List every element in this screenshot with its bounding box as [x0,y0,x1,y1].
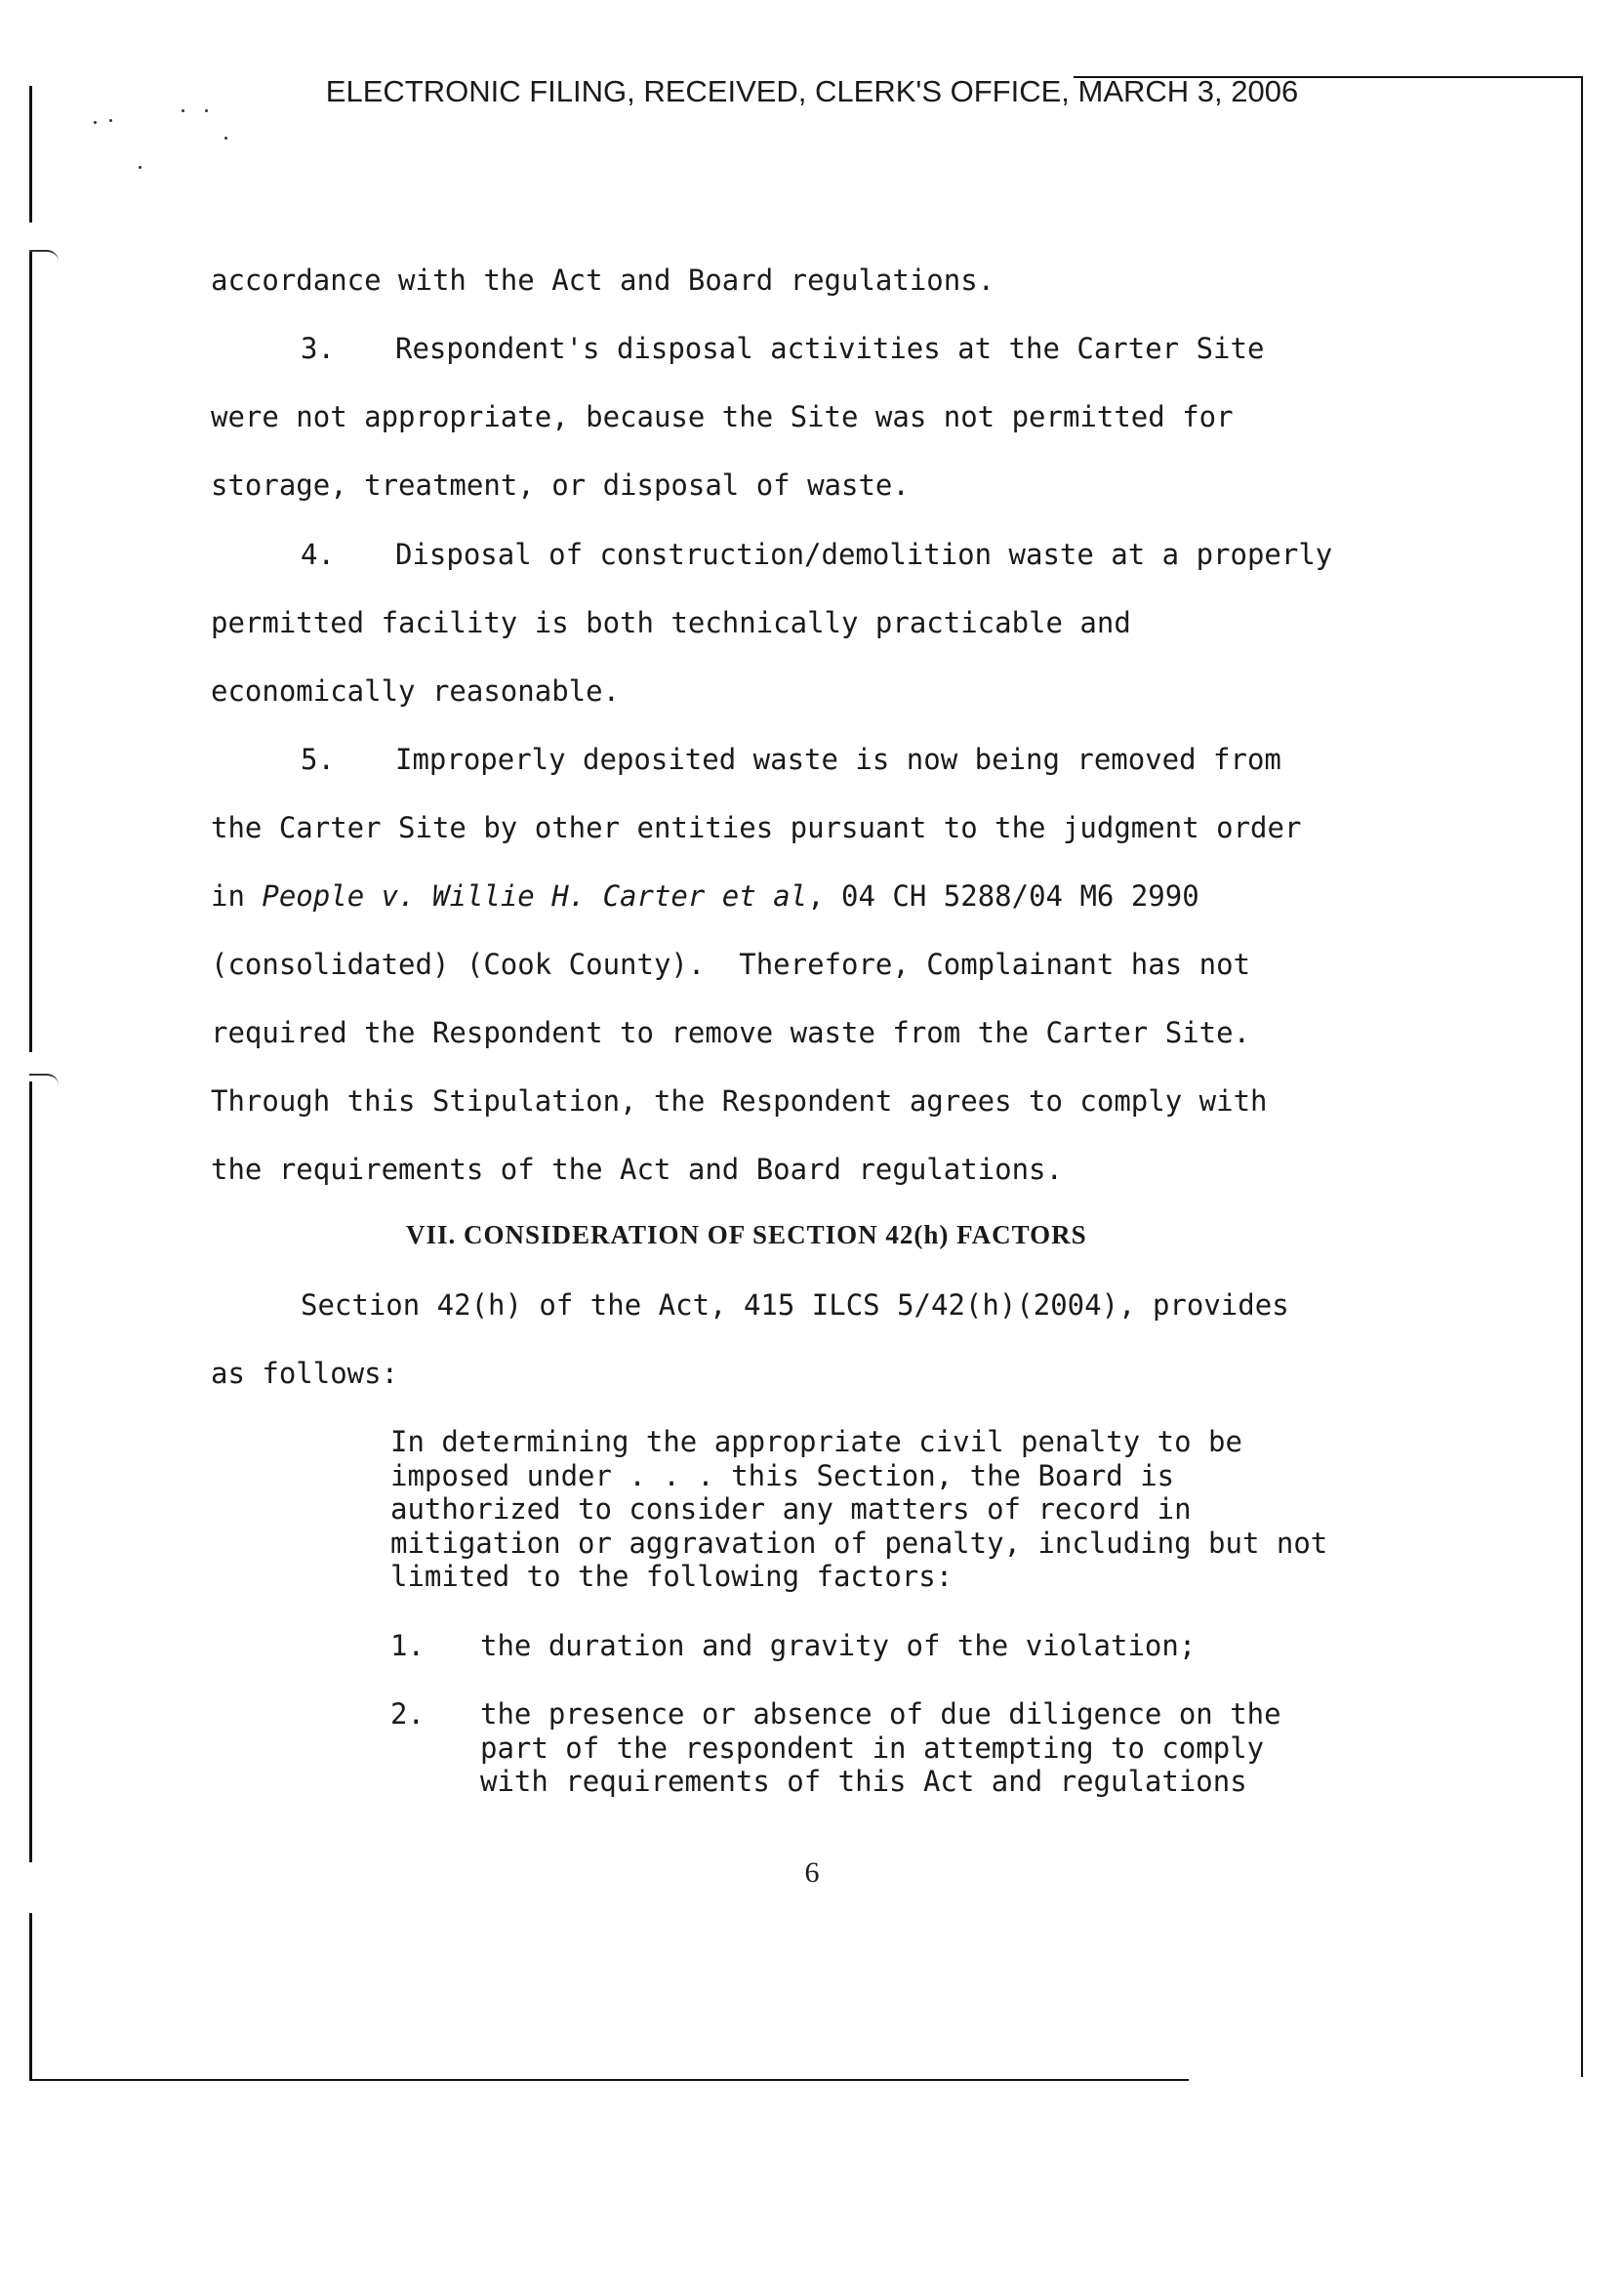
body-line: permitted facility is both technically practicable and [211,606,1131,639]
body-line: were not appropriate, because the Site was not permitted for [211,400,1234,433]
page-number: 6 [804,1856,820,1889]
section-heading: VII. CONSIDERATION OF SECTION 42(h) FACTORS [406,1220,1087,1249]
body-line: (consolidated) (Cook County). Therefore, Complainant has not [211,948,1251,981]
body-line: Improperly deposited waste is now being removed from [395,743,1281,776]
numbered-paragraph [301,332,1264,365]
scan-speck [182,109,184,112]
body-line: Through this Stipulation, the Respondent agrees to comply with [211,1084,1268,1118]
scan-speck [205,109,208,112]
statute-quote: In determining the appropriate civil penalty to be imposed under . . . this Section, the Board is authorized to consider any matters of record in mitigation or aggravation of penalty, including but not limited to the following factors: [390,1425,1328,1593]
body-line: accordance with the Act and Board regulations. [211,264,995,297]
paragraph-number: 3. [301,332,335,365]
numbered-paragraph [301,743,1281,776]
factor-number: 2. [390,1697,425,1731]
page-border-left [29,252,32,1052]
factor-text: the presence or absence of due diligence on the part of the respondent in attempting to comply with requirements of this Act and regulations [480,1697,1281,1798]
body-line: the Carter Site by other entities pursuant to the judgment order [211,811,1302,844]
page-border-left [29,1913,32,2081]
body-line: Respondent's disposal activities at the Carter Site [395,332,1265,365]
paragraph-number: 5. [301,743,335,776]
body-line: required the Respondent to remove waste from the Carter Site. [211,1016,1251,1049]
body-line: the requirements of the Act and Board regulations. [211,1153,1063,1186]
scan-speck [224,137,227,140]
paragraph-number: 4. [301,538,335,571]
body-line: storage, treatment, or disposal of waste. [211,469,910,502]
scan-speck [139,166,142,169]
citation-prefix: in [211,879,263,913]
page-border-bottom [29,2079,1189,2081]
scan-speck [94,121,97,124]
binding-mark [29,1074,59,1087]
filing-header: ELECTRONIC FILING, RECEIVED, CLERK'S OFFICE, MARCH 3, 2006 [325,74,1299,108]
case-name: People v. Willie H. Carter et al [262,879,808,913]
page-border-left [29,1081,32,1862]
citation-suffix: , 04 CH 5288/04 M6 2990 [807,879,1199,913]
body-line: Disposal of construction/demolition waste at a properly [395,538,1333,571]
scan-speck [109,119,112,122]
binding-mark [29,250,59,264]
numbered-paragraph [301,538,1332,571]
body-line: economically reasonable. [211,674,621,708]
factor-number: 1. [390,1629,425,1662]
citation-line [211,879,1199,913]
factor-text: the duration and gravity of the violation; [480,1629,1197,1662]
section-intro-line: as follows: [211,1357,399,1390]
page-border-right [1581,76,1583,2077]
section-intro-line: Section 42(h) of the Act, 415 ILCS 5/42(h)(2004), provides [301,1288,1289,1322]
